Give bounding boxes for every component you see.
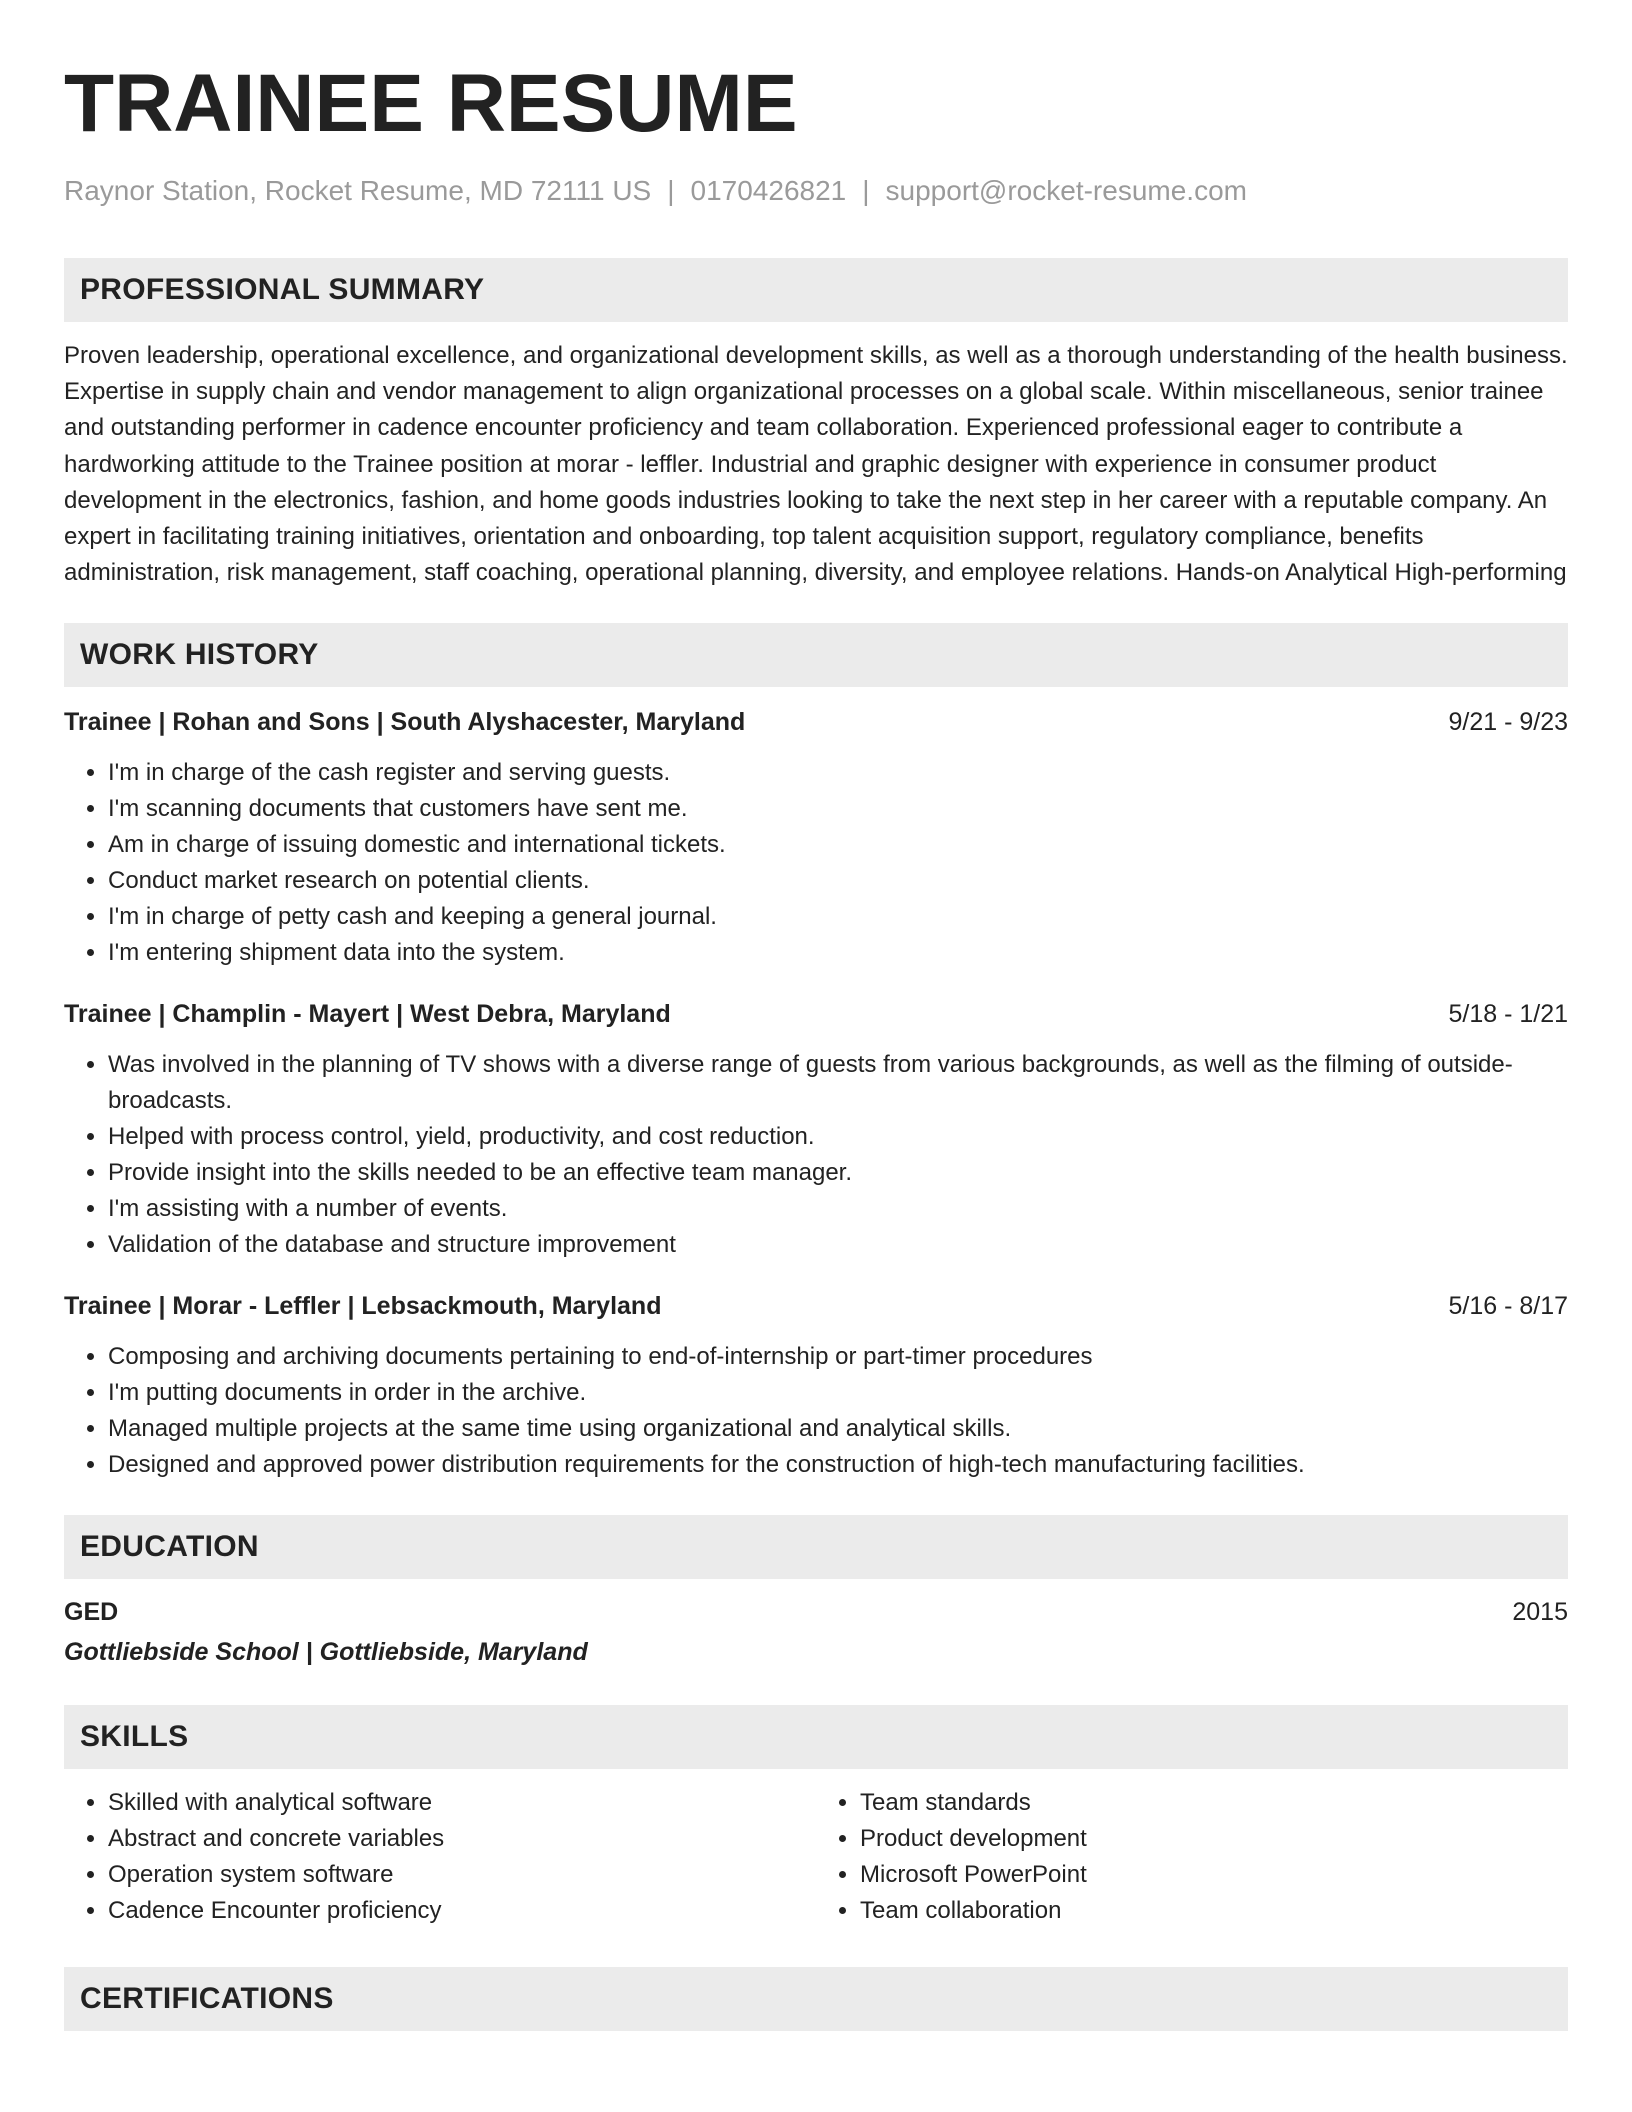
job-bullet: • Composing and archiving documents pertaining to end-of-internship or part-timer procedures [108,1339,1568,1375]
skill-item: • Team collaboration [860,1893,1568,1929]
job-entry [64,1289,1568,1483]
resume-title: TRAINEE RESUME [64,58,798,149]
certifications-heading: CERTIFICATIONS [64,1967,1568,2031]
skill-item: • Cadence Encounter proficiency [108,1893,816,1929]
education-school: Gottliebside School | Gottliebside, Maryland [64,1638,588,1667]
job-bullet: • Validation of the database and structure improvement [108,1227,1568,1263]
job-dates: 9/21 - 9/23 [1448,708,1568,737]
work-history-heading: WORK HISTORY [64,623,1568,687]
job-bullet: • I'm entering shipment data into the system. [108,935,1568,971]
skills-list [816,1785,1568,1929]
skills-grid [64,1785,1568,1929]
job-title: Trainee | Champlin - Mayert | West Debra, Maryland [64,1000,671,1029]
job-bullet: • Helped with process control, yield, productivity, and cost reduction. [108,1119,1568,1155]
skills-column-right [816,1785,1568,1929]
job-title: Trainee | Morar - Leffler | Lebsackmouth, Maryland [64,1292,662,1321]
job-bullet: • Provide insight into the skills needed to be an effective team manager. [108,1155,1568,1191]
skills-column-left [64,1785,816,1929]
job-bullet: • I'm assisting with a number of events. [108,1191,1568,1227]
skill-item: • Operation system software [108,1857,816,1893]
skill-item: • Microsoft PowerPoint [860,1857,1568,1893]
job-bullet: • Designed and approved power distribution requirements for the construction of high-tech manufacturing facilities. [108,1447,1568,1483]
skill-item: • Abstract and concrete variables [108,1821,816,1857]
job-entry [64,705,1568,971]
contact-separator: | [862,175,870,206]
job-dates: 5/18 - 1/21 [1448,1000,1568,1029]
education-degree: GED [64,1598,119,1627]
job-bullet: • Managed multiple projects at the same time using organizational and analytical skills. [108,1411,1568,1447]
work-history-section [64,623,1568,1483]
skills-list [64,1785,816,1929]
job-dates: 5/16 - 8/17 [1448,1292,1568,1321]
contact-address: Raynor Station, Rocket Resume, MD 72111 US [64,175,652,206]
job-bullet: • Was involved in the planning of TV shows with a diverse range of guests from various backgrounds, as well as the filming of outside-broadcasts. [108,1047,1568,1119]
job-bullet: • I'm in charge of the cash register and serving guests. [108,755,1568,791]
job-bullet: • Conduct market research on potential clients. [108,863,1568,899]
job-bullet: • I'm putting documents in order in the archive. [108,1375,1568,1411]
contact-line [64,174,1568,208]
skills-section [64,1705,1568,1929]
job-bullets [64,1339,1568,1483]
education-heading: EDUCATION [64,1515,1568,1579]
job-header [64,705,1568,739]
job-bullet: • I'm in charge of petty cash and keeping a general journal. [108,899,1568,935]
skill-item: • Product development [860,1821,1568,1857]
education-section [64,1515,1568,1669]
job-header [64,997,1568,1031]
skill-item: • Skilled with analytical software [108,1785,816,1821]
job-entry [64,997,1568,1263]
job-bullet: • I'm scanning documents that customers have sent me. [108,791,1568,827]
summary-text: Proven leadership, operational excellence, and organizational development skills, as well as a thorough understanding of the health business. Expertise in supply chain and vendor management to align organizational processes on a global scale. Within miscellaneous, senior trainee and outstanding performer in cadence encounter proficiency and team collaboration. Experienced professional eager to contribute a hardworking attitude to the Trainee position at morar - leffler. Industrial and graphic designer with experience in consumer product development in the electronics, fashion, and home goods industries looking to take the next step in her career with a reputable company. An expert in facilitating training initiatives, orientation and onboarding, top talent acquisition support, regulatory compliance, benefits administration, risk management, staff coaching, operational planning, diversity, and employee relations. Hands-on Analytical High-performing [64,342,1568,587]
job-title: Trainee | Rohan and Sons | South Alyshacester, Maryland [64,708,746,737]
summary-section [64,258,1568,591]
contact-separator: | [667,175,675,206]
job-bullet: • Am in charge of issuing domestic and international tickets. [108,827,1568,863]
contact-phone: 0170426821 [690,175,847,206]
certifications-section [64,1967,1568,2031]
job-bullets [64,755,1568,971]
education-year: 2015 [1512,1598,1568,1627]
job-bullets [64,1047,1568,1263]
summary-heading: PROFESSIONAL SUMMARY [64,258,1568,322]
education-header [64,1595,1568,1629]
skills-heading: SKILLS [64,1705,1568,1769]
job-header [64,1289,1568,1323]
contact-email: support@rocket-resume.com [885,175,1247,206]
skill-item: • Team standards [860,1785,1568,1821]
